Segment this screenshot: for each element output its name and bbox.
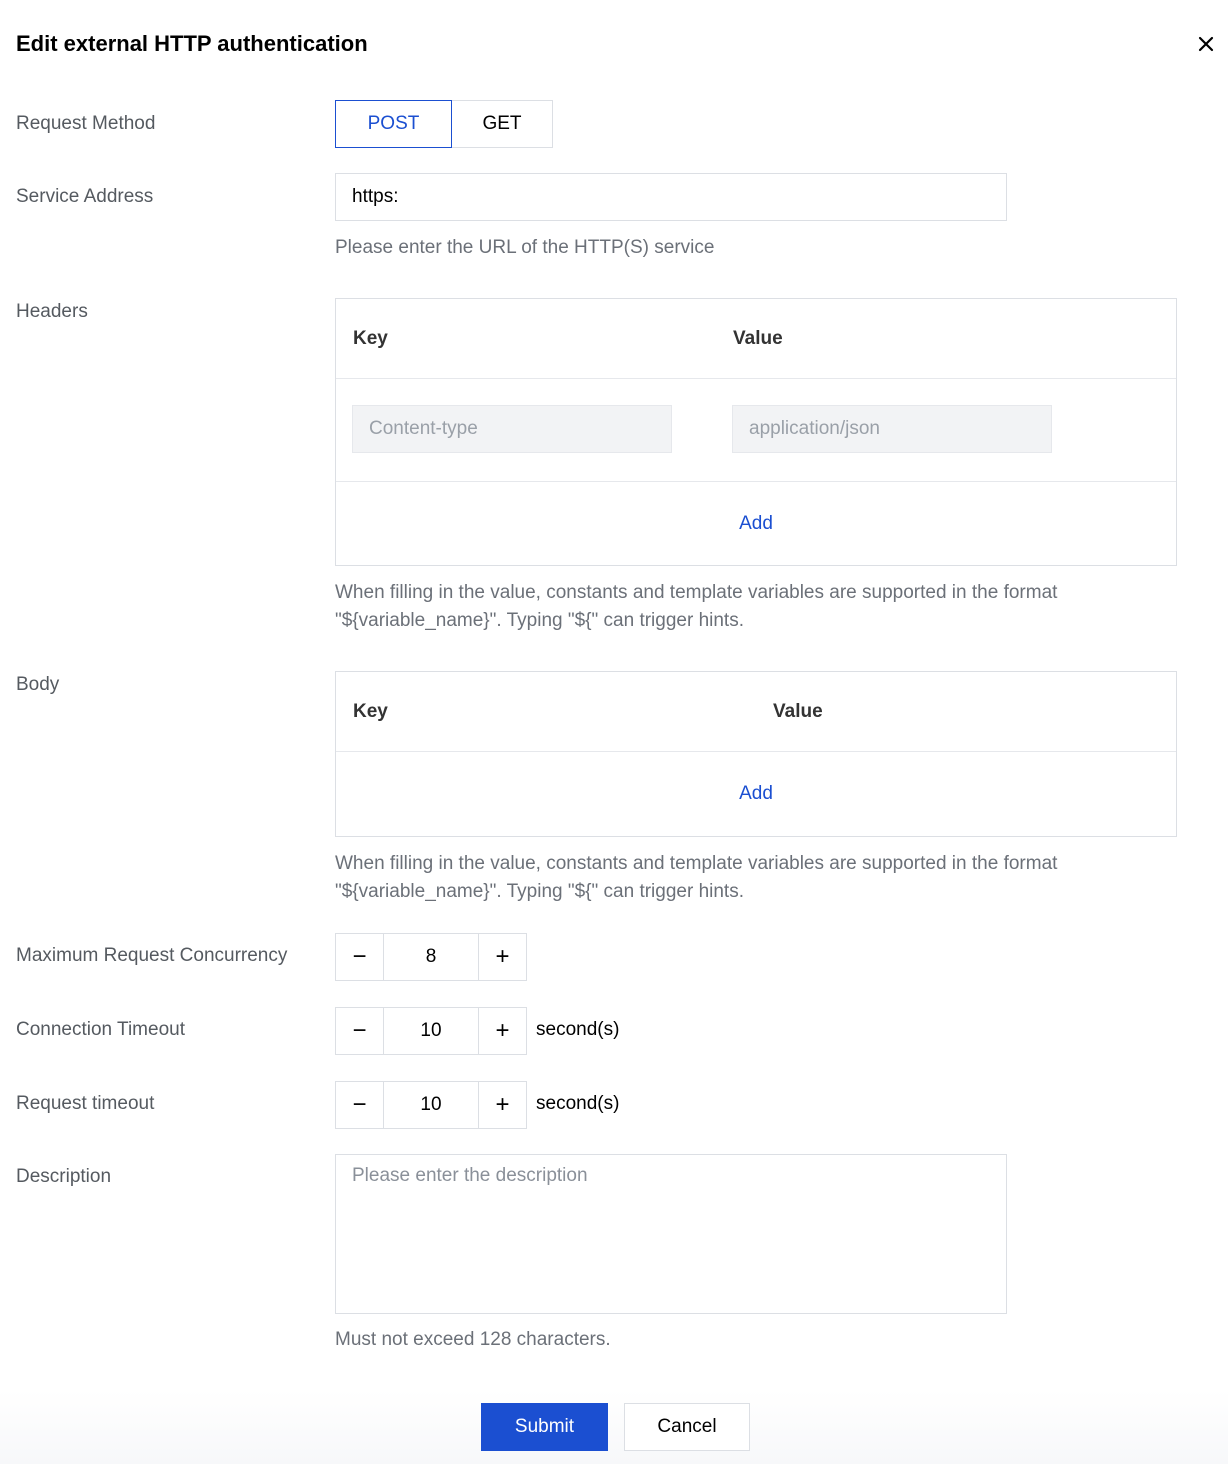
body-value-column: Value	[773, 701, 823, 722]
dialog-title: Edit external HTTP authentication	[16, 31, 368, 56]
headers-table	[335, 298, 1177, 566]
headers-add-button[interactable]: Add	[739, 512, 773, 534]
method-get-option[interactable]: GET	[451, 100, 553, 148]
max-concurrency-label: Maximum Request Concurrency	[16, 945, 288, 966]
request-timeout-input[interactable]: 10	[420, 1094, 442, 1115]
body-add-row	[336, 752, 1176, 835]
max-concurrency-decrement-button[interactable]: −	[336, 934, 384, 980]
description-label: Description	[16, 1166, 112, 1187]
headers-table-head	[336, 299, 1176, 379]
dialog-footer	[0, 1390, 1228, 1464]
table-row	[336, 379, 1176, 482]
request-timeout-increment-button[interactable]: +	[478, 1082, 526, 1128]
connection-timeout-increment-button[interactable]: +	[478, 1008, 526, 1054]
headers-hint-line1: When filling in the value, constants and template variables are supported in the format	[335, 582, 1058, 603]
max-concurrency-input[interactable]: 8	[425, 946, 437, 967]
request-timeout-stepper	[335, 1081, 527, 1129]
body-table	[335, 671, 1177, 837]
body-add-button[interactable]: Add	[739, 782, 773, 804]
cancel-button[interactable]: Cancel	[624, 1403, 750, 1451]
body-key-column: Key	[353, 701, 388, 722]
submit-button[interactable]: Submit	[481, 1403, 608, 1451]
headers-hint-line2: "${variable_name}". Typing "${" can trigger hints.	[335, 610, 744, 631]
headers-key-column: Key	[353, 328, 388, 349]
body-hint-line1: When filling in the value, constants and template variables are supported in the format	[335, 853, 1058, 874]
service-address-input[interactable]: https:	[335, 173, 1007, 221]
connection-timeout-input[interactable]: 10	[420, 1020, 442, 1041]
method-post-option[interactable]: POST	[335, 100, 452, 148]
description-textarea[interactable]: Please enter the description	[335, 1154, 1007, 1314]
max-concurrency-stepper	[335, 933, 527, 981]
connection-timeout-unit: second(s)	[536, 1019, 620, 1040]
connection-timeout-decrement-button[interactable]: −	[336, 1008, 384, 1054]
connection-timeout-label: Connection Timeout	[16, 1019, 185, 1040]
request-method-label: Request Method	[16, 113, 156, 134]
request-timeout-unit: second(s)	[536, 1093, 620, 1114]
body-table-head	[336, 672, 1176, 752]
headers-value-column: Value	[733, 328, 783, 349]
description-hint: Must not exceed 128 characters.	[335, 1329, 611, 1350]
body-hint-line2: "${variable_name}". Typing "${" can trigger hints.	[335, 881, 744, 902]
request-timeout-label: Request timeout	[16, 1093, 155, 1114]
body-label: Body	[16, 674, 60, 695]
header-value-input[interactable]: application/json	[732, 405, 1052, 453]
connection-timeout-stepper	[335, 1007, 527, 1055]
request-timeout-decrement-button[interactable]: −	[336, 1082, 384, 1128]
close-icon[interactable]	[1194, 32, 1218, 56]
headers-label: Headers	[16, 301, 88, 322]
headers-add-row	[336, 482, 1176, 565]
header-key-input[interactable]: Content-type	[352, 405, 672, 453]
service-address-label: Service Address	[16, 186, 154, 207]
max-concurrency-increment-button[interactable]: +	[478, 934, 526, 980]
service-address-hint: Please enter the URL of the HTTP(S) service	[335, 237, 715, 258]
